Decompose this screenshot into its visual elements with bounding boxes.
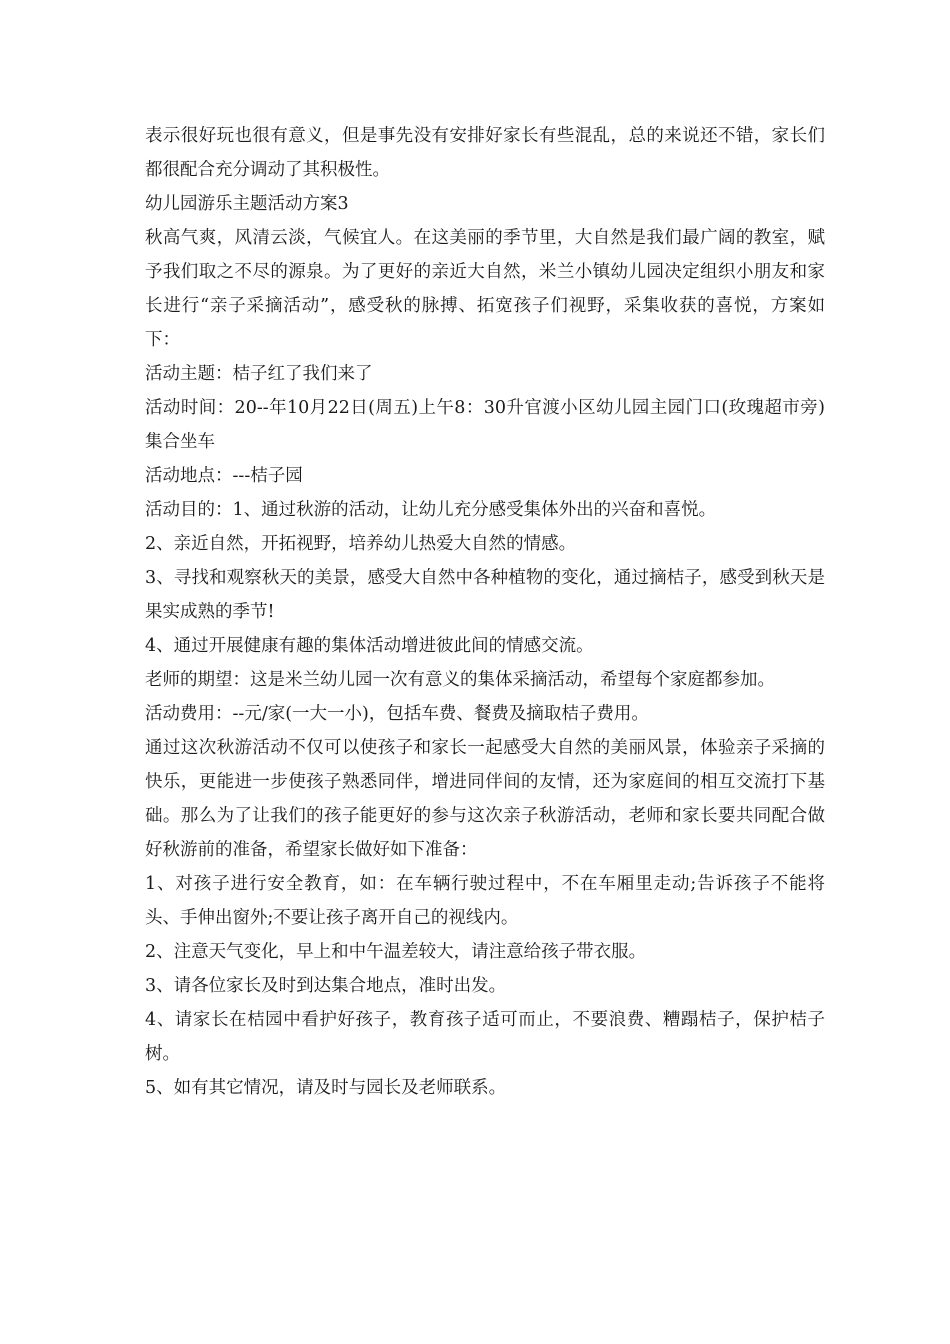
activity-time: 活动时间：20--年10月22日(周五)上午8：30升官渡小区幼儿园主园门口(玫瑰超市旁)集合坐车 — [145, 398, 825, 452]
paragraph-preparation-intro: 通过这次秋游活动不仅可以使孩子和家长一起感受大自然的美丽风景，体验亲子采摘的快乐，更能进一步使孩子熟悉同伴，增进同伴间的友情，还为家庭间的相互交流打下基础。那么为了让我们的孩子能更好的参与这次亲子秋游活动，老师和家长要共同配合做好秋游前的准备，希望家长做好如下准备： — [145, 738, 825, 860]
preparation-item-2: 2、注意天气变化，早上和中午温差较大，请注意给孩子带衣服。 — [145, 942, 647, 962]
preparation-item-5: 5、如有其它情况，请及时与园长及老师联系。 — [145, 1078, 507, 1098]
activity-goal-1: 活动目的：1、通过秋游的活动，让幼儿充分感受集体外出的兴奋和喜悦。 — [145, 500, 717, 520]
preparation-item-1: 1、对孩子进行安全教育，如：在车辆行驶过程中，不在车厢里走动;告诉孩子不能将头、手伸出窗外;不要让孩子离开自己的视线内。 — [145, 874, 825, 928]
activity-theme: 活动主题：桔子红了我们来了 — [145, 364, 373, 384]
activity-goal-3: 3、寻找和观察秋天的美景，感受大自然中各种植物的变化，通过摘桔子，感受到秋天是果实成熟的季节! — [145, 568, 825, 622]
section-heading: 幼儿园游乐主题活动方案3 — [145, 194, 349, 214]
activity-fee: 活动费用：--元/家(一大一小)，包括车费、餐费及摘取桔子费用。 — [145, 704, 649, 724]
teacher-expectation: 老师的期望：这是米兰幼儿园一次有意义的集体采摘活动，希望每个家庭都参加。 — [145, 670, 775, 690]
paragraph-intro-continuation: 表示很好玩也很有意义，但是事先没有安排好家长有些混乱，总的来说还不错，家长们都很配合充分调动了其积极性。 — [145, 126, 825, 180]
preparation-item-4: 4、请家长在桔园中看护好孩子，教育孩子适可而止，不要浪费、糟蹋桔子，保护桔子树。 — [145, 1010, 825, 1064]
activity-goal-2: 2、亲近自然，开拓视野，培养幼儿热爱大自然的情感。 — [145, 534, 577, 554]
paragraph-introduction: 秋高气爽，风清云淡，气候宜人。在这美丽的季节里，大自然是我们最广阔的教室，赋予我们取之不尽的源泉。为了更好的亲近大自然，米兰小镇幼儿园决定组织小朋友和家长进行“亲子采摘活动”，感受秋的脉搏、拓宽孩子们视野，采集收获的喜悦，方案如下： — [145, 228, 825, 350]
activity-location: 活动地点：---桔子园 — [145, 466, 303, 486]
activity-goal-4: 4、通过开展健康有趣的集体活动增进彼此间的情感交流。 — [145, 636, 594, 656]
document-body — [145, 119, 825, 1105]
preparation-item-3: 3、请各位家长及时到达集合地点，准时出发。 — [145, 976, 507, 996]
